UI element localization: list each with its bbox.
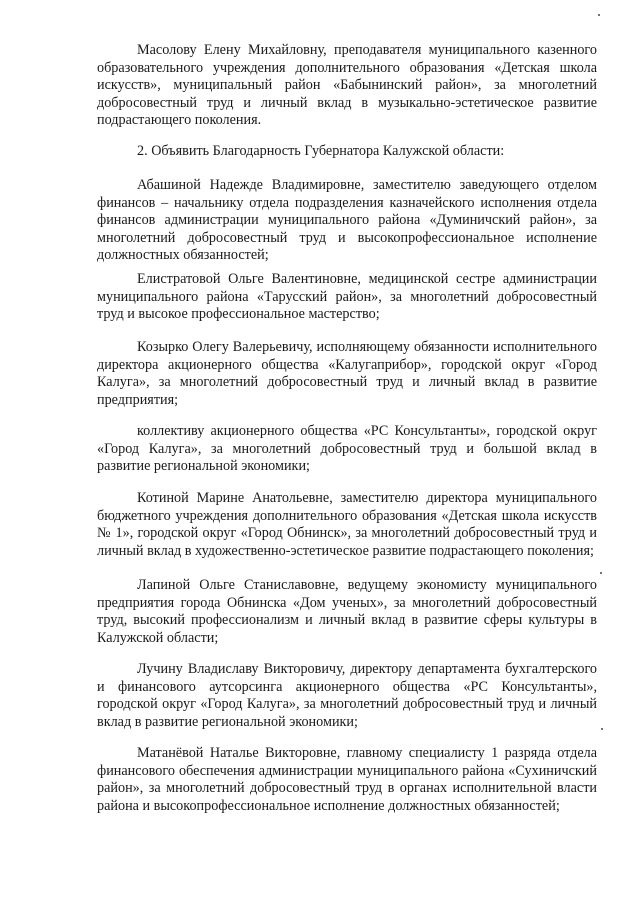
award-paragraph-masolova: Масолову Елену Михайловну, преподавателя муниципального казенного образовательного учреждения дополнительного образования «Детская школа искусств», муниципальный район «Бабынинский район», за многолетний добросовестный труд и личный вклад в музыкально-эстетическое развитие подрастающего поколения.: [97, 42, 597, 129]
gratitude-paragraph-elistratova: Елистратовой Ольге Валентиновне, медицинской сестре администрации муниципального района «Тарусский район», за многолетний добросовестный труд и высокое профессиональное мастерство;: [97, 271, 597, 323]
gratitude-paragraph-matanyova: Матанёвой Наталье Викторовне, главному специалисту 1 разряда отдела финансового обеспечения администрации муниципального района «Сухиничский район», за многолетний добросовестный труд в органах исполнительной власти района и высокопрофессиональное исполнение должностных обязанностей;: [97, 745, 597, 814]
gratitude-paragraph-kozyrko: Козырко Олегу Валерьевичу, исполняющему обязанности исполнительного директора акционерного общества «Калугаприбор», городской округ «Город Калуга», за многолетний добросовестный труд и личный вклад в развитие предприятия;: [97, 339, 597, 408]
gratitude-paragraph-rs-consultants-collective: коллективу акционерного общества «РС Консультанты», городской округ «Город Калуга», за многолетний добросовестный труд и большой вклад в развитие региональной экономики;: [97, 423, 597, 475]
section-heading-gratitude: 2. Объявить Благодарность Губернатора Калужской области:: [137, 143, 505, 159]
scan-speck: [600, 572, 602, 574]
scan-speck: [601, 728, 603, 730]
scan-speck: [598, 14, 600, 16]
gratitude-paragraph-lapina: Лапиной Ольге Станиславовне, ведущему экономисту муниципального предприятия города Обнинска «Дом ученых», за многолетний добросовестный труд, высокий профессионализм и личный вклад в развитие сферы культуры в Калужской области;: [97, 577, 597, 646]
gratitude-paragraph-kotina: Котиной Марине Анатольевне, заместителю директора муниципального бюджетного учреждения дополнительного образования «Детская школа искусств № 1», городской округ «Город Обнинск», за многолетний добросовестный труд и личный вклад в художественно-эстетическое развитие подрастающего поколения;: [97, 490, 597, 559]
gratitude-paragraph-luchin: Лучину Владиславу Викторовичу, директору департамента бухгалтерского и финансового аутсорсинга акционерного общества «РС Консультанты», городской округ «Город Калуга», за многолетний добросовестный труд и личный вклад в развитие региональной экономики;: [97, 661, 597, 730]
gratitude-paragraph-abashina: Абашиной Надежде Владимировне, заместителю заведующего отделом финансов – начальнику отдела подразделения казначейского исполнения отдела финансов администрации муниципального района «Думиничский район», за многолетний добросовестный труд и высокопрофессиональное исполнение должностных обязанностей;: [97, 177, 597, 264]
